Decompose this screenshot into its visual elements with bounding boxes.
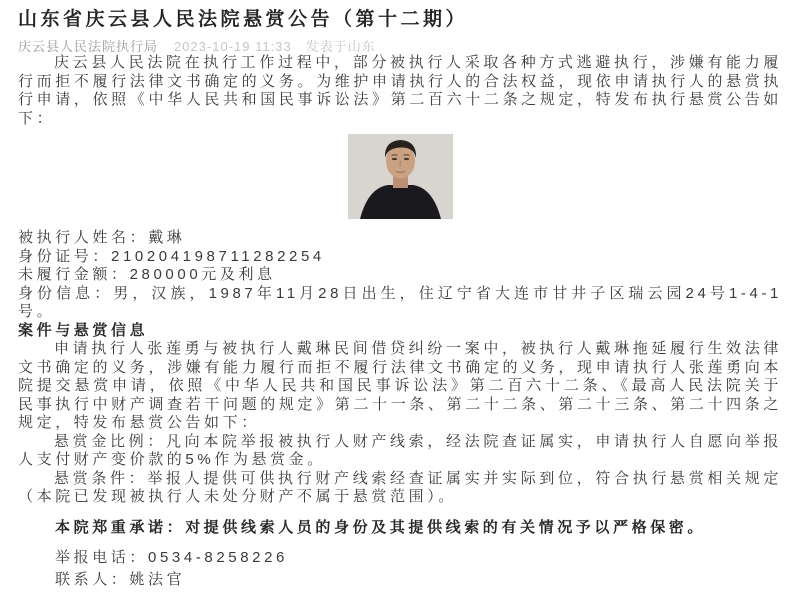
detail-label: 身份证号： — [18, 247, 112, 265]
detail-value: 280000元及利息 — [129, 266, 276, 283]
phone-number: 0534-8258226 — [148, 549, 288, 566]
photo-eye-left — [391, 158, 396, 160]
subject-details — [18, 229, 782, 322]
detail-value: 210204198711282254 — [111, 247, 325, 265]
subject-photo-container — [18, 134, 782, 219]
detail-label: 未履行金额： — [18, 266, 130, 283]
contact-label: 联系人： — [55, 570, 130, 588]
phone-label: 举报电话： — [55, 549, 149, 566]
contact-person: 姚法官 — [129, 570, 186, 588]
photo-eye-right — [403, 158, 408, 160]
intro-paragraph: 庆云县人民法院在执行工作过程中，部分被执行人采取各种方式逃避执行，涉嫌有能力履行而拒不履行法律文书确定的义务。为维护申请执行人的合法权益，现依申请执行人的悬赏执行申请，依照《中华人民共和国民事诉讼法》第二百六十二条之规定，特发布执行悬赏公告如下： — [18, 54, 782, 127]
detail-value: 男，汉族，1987年11月28日出生，住辽宁省大连市甘井子区瑞云园24号1-4-1号。 — [18, 284, 782, 320]
detail-value: 戴琳 — [148, 229, 186, 246]
detail-row-identity — [18, 285, 782, 322]
detail-row-id — [18, 248, 782, 267]
detail-label: 被执行人姓名： — [18, 229, 149, 246]
case-paragraph-main: 申请执行人张莲勇与被执行人戴琳民间借贷纠纷一案中，被执行人戴琳拖延履行生效法律文书确定的义务，涉嫌有能力履行而拒不履行法律文书确定的义务，现申请执行人张莲勇向本院提交悬赏申请，依照《中华人民共和国民事诉讼法》第二百六十二条、《最高人民法院关于民事执行中财产调查若干问题的规定》第二十一条、第二十二条、第二十三条、第二十四条之规定，特发布悬赏公告如下： — [18, 340, 782, 431]
byline-timestamp: 2023-10-19 11:33 — [174, 39, 292, 54]
byline-author-link[interactable]: 庆云县人民法院执行局 — [18, 39, 159, 54]
page-title: 山东省庆云县人民法院悬赏公告（第十二期） — [18, 9, 469, 30]
detail-label: 身份信息： — [18, 284, 114, 302]
detail-row-name — [18, 229, 782, 248]
detail-row-amount — [18, 266, 782, 285]
byline — [18, 39, 782, 54]
contact-person-row — [18, 571, 782, 590]
report-phone-row — [18, 549, 782, 568]
case-section-heading: 案件与悬赏信息 — [18, 321, 149, 339]
photo-nose — [400, 161, 401, 167]
subject-photo — [348, 134, 453, 219]
byline-location: 发表于山东 — [305, 39, 376, 54]
confidentiality-promise: 本院郑重承诺：对提供线索人员的身份及其提供线索的有关情况予以严格保密。 — [55, 518, 707, 536]
case-paragraph-reward-condition: 悬赏条件：举报人提供可供执行财产线索经查证属实并实际到位，符合执行悬赏相关规定（本院已发现被执行人未处分财产不属于悬赏范围）。 — [18, 469, 782, 505]
case-paragraph-reward-ratio: 悬赏金比例：凡向本院举报被执行人财产线索，经法院查证属实，申请执行人自愿向举报人支付财产变价款的5%作为悬赏金。 — [18, 432, 782, 468]
